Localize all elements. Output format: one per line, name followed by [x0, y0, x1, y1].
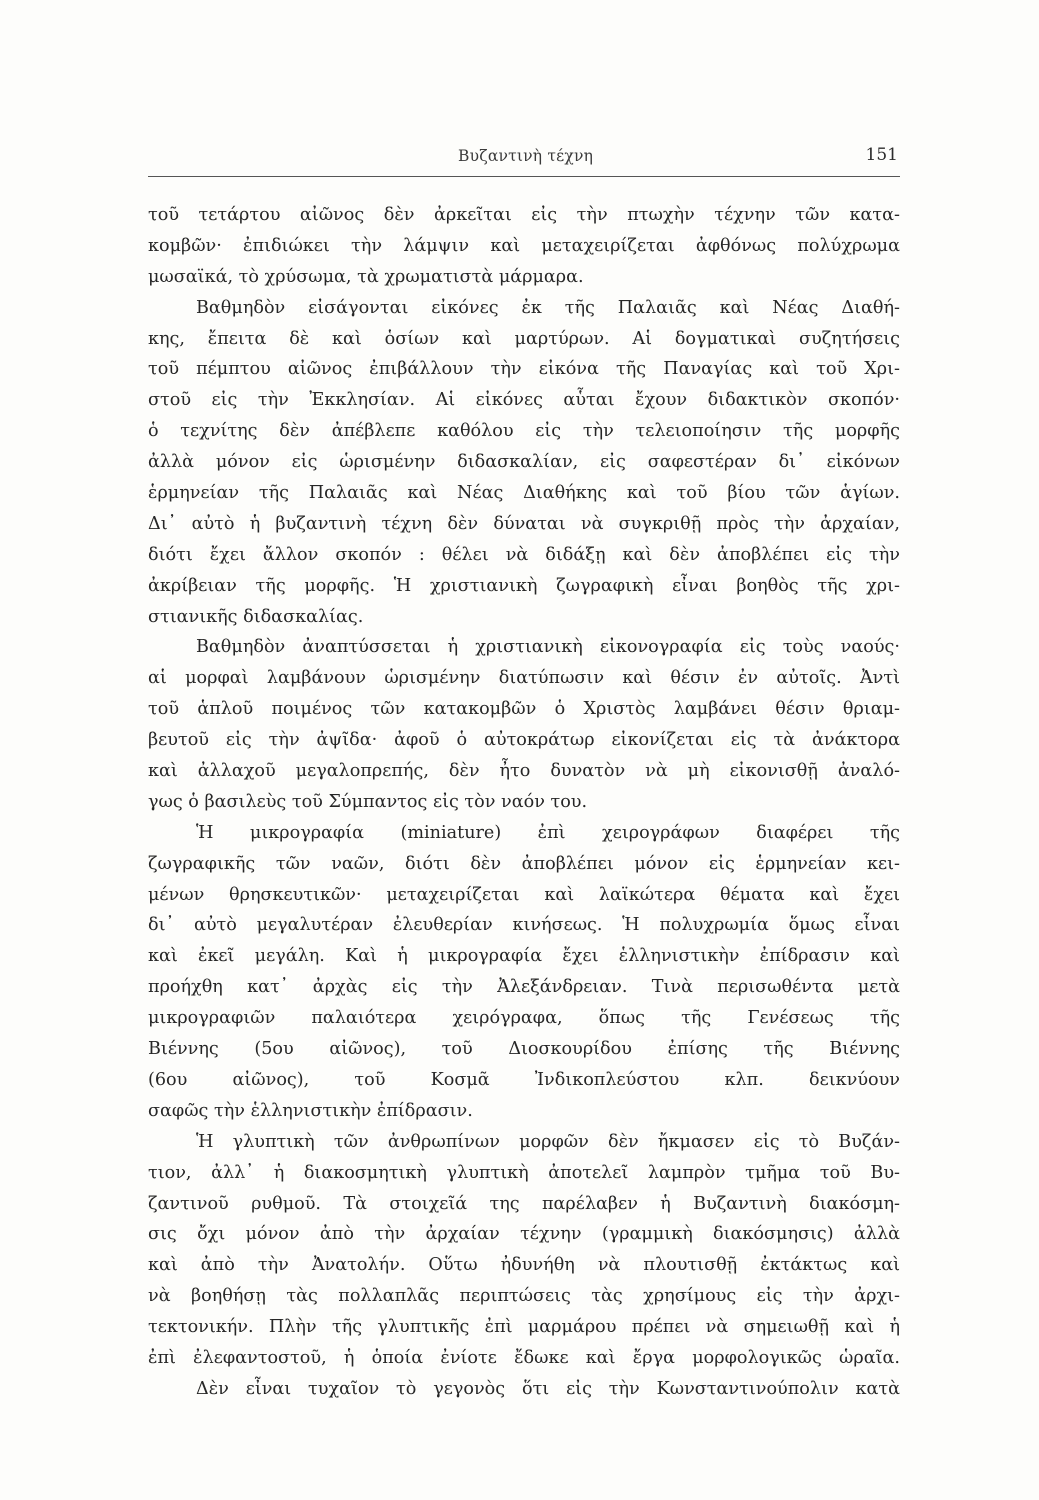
text-line: ζαντινοῦ ρυθμοῦ. Τὰ στοιχεῖά της παρέλαβεν ἡ Βυζαντινὴ διακόσμη- [148, 1193, 900, 1214]
text-line: Ἡ μικρογραφία (miniature) ἐπὶ χειρογράφων διαφέρει τῆς [196, 822, 900, 843]
text-line: καὶ ἀλλαχοῦ μεγαλοπρεπής, δὲν ἦτο δυνατὸν νὰ μὴ εἰκονισθῇ ἀναλό- [148, 761, 900, 782]
text-line: τοῦ πέμπτου αἰῶνος ἐπιβάλλουν τὴν εἰκόνα τῆς Παναγίας καὶ τοῦ Χρι- [148, 359, 900, 380]
text-line: δι᾽ αὐτὸ μεγαλυτέραν ἐλευθερίαν κινήσεως. Ἡ πολυχρωμία ὅμως εἶναι [148, 915, 900, 936]
text-line: ζωγραφικῆς τῶν ναῶν, διότι δὲν ἀποβλέπει μόνον εἰς ἑρμηνείαν κει- [148, 853, 900, 874]
text-line: ἑρμηνείαν τῆς Παλαιᾶς καὶ Νέας Διαθήκης καὶ τοῦ βίου τῶν ἁγίων. [148, 483, 900, 504]
text-line: ἐπὶ ἐλεφαντοστοῦ, ἡ ὁποία ἐνίοτε ἔδωκε καὶ ἔργα μορφολογικῶς ὡραῖα. [148, 1347, 900, 1368]
text-line: ἀκρίβειαν τῆς μορφῆς. Ἡ χριστιανικὴ ζωγραφικὴ εἶναι βοηθὸς τῆς χρι- [148, 575, 900, 596]
text-line: μένων θρησκευτικῶν· μεταχειρίζεται καὶ λαϊκώτερα θέματα καὶ ἔχει [148, 884, 900, 905]
text-line: καὶ ἐκεῖ μεγάλη. Καὶ ἡ μικρογραφία ἔχει ἑλληνιστικὴν ἐπίδρασιν καὶ [148, 946, 900, 967]
text-line: Βαθμηδὸν ἀναπτύσσεται ἡ χριστιανικὴ εἰκονογραφία εἰς τοὺς ναούς· [196, 637, 900, 658]
text-line: γως ὁ βασιλεὺς τοῦ Σύμπαντος εἰς τὸν ναόν του. [148, 791, 588, 812]
text-line: κης, ἔπειτα δὲ καὶ ὁσίων καὶ μαρτύρων. Αἱ δογματικαὶ συζητήσεις [148, 328, 900, 349]
text-line: κομβῶν· ἐπιδιώκει τὴν λάμψιν καὶ μεταχειρίζεται ἀφθόνως πολύχρωμα [148, 235, 900, 256]
text-line: καὶ ἀπὸ τὴν Ἀνατολήν. Οὕτω ἠδυνήθη νὰ πλουτισθῇ ἐκτάκτως καὶ [148, 1255, 900, 1276]
text-line: ὁ τεχνίτης δὲν ἀπέβλεπε καθόλου εἰς τὴν τελειοποίησιν τῆς μορφῆς [148, 421, 900, 442]
text-line: τιον, ἀλλ᾽ ἡ διακοσμητικὴ γλυπτικὴ ἀποτελεῖ λαμπρὸν τμῆμα τοῦ Βυ- [148, 1162, 900, 1183]
text-line: μωσαϊκά, τὸ χρύσωμα, τὰ χρωματιστὰ μάρμαρα. [148, 266, 584, 287]
text-line: βευτοῦ εἰς τὴν ἀψῖδα· ἀφοῦ ὁ αὐτοκράτωρ εἰκονίζεται εἰς τὰ ἀνάκτορα [148, 730, 900, 751]
text-line: ἀλλὰ μόνον εἰς ὡρισμένην διδασκαλίαν, εἰς σαφεστέραν δι᾽ εἰκόνων [148, 452, 900, 473]
text-line: Ἡ γλυπτικὴ τῶν ἀνθρωπίνων μορφῶν δὲν ἤκμασεν εἰς τὸ Βυζάν- [196, 1131, 900, 1152]
text-line: σις ὄχι μόνον ἀπὸ τὴν ἀρχαίαν τέχνην (γραμμικὴ διακόσμησις) ἀλλὰ [148, 1224, 900, 1245]
text-line: Βιέννης (5ου αἰῶνος), τοῦ Διοσκουρίδου ἐπίσης τῆς Βιέννης [148, 1039, 900, 1060]
text-line: τεκτονικήν. Πλὴν τῆς γλυπτικῆς ἐπὶ μαρμάρου πρέπει νὰ σημειωθῇ καὶ ἡ [148, 1317, 900, 1338]
text-line: μικρογραφιῶν παλαιότερα χειρόγραφα, ὅπως τῆς Γενέσεως τῆς [148, 1008, 900, 1029]
text-line: αἱ μορφαὶ λαμβάνουν ὡρισμένην διατύπωσιν καὶ θέσιν ἐν αὐτοῖς. Ἀντὶ [148, 668, 900, 689]
text-line: στιανικῆς διδασκαλίας. [148, 606, 364, 627]
text-line: Δι᾽ αὐτὸ ἡ βυζαντινὴ τέχνη δὲν δύναται νὰ συγκριθῇ πρὸς τὴν ἀρχαίαν, [148, 513, 900, 534]
text-line: (6ου αἰῶνος), τοῦ Κοσμᾶ Ἰνδικοπλεύστου κλπ. δεικνύουν [148, 1069, 900, 1090]
text-line: σαφῶς τὴν ἑλληνιστικὴν ἐπίδρασιν. [148, 1100, 473, 1121]
page-number: 151 [865, 145, 898, 165]
text-line: τοῦ τετάρτου αἰῶνος δὲν ἀρκεῖται εἰς τὴν πτωχὴν τέχνην τῶν κατα- [148, 205, 900, 225]
text-line: προήχθη κατ᾽ ἀρχὰς εἰς τὴν Ἀλεξάνδρειαν. Τινὰ περισωθέντα μετὰ [148, 977, 900, 998]
text-line: τοῦ ἁπλοῦ ποιμένος τῶν κατακομβῶν ὁ Χριστὸς λαμβάνει θέσιν θριαμ- [148, 699, 900, 720]
running-title: Βυζαντινὴ τέχνη [458, 147, 594, 165]
body-text [148, 200, 900, 1405]
text-line: Δὲν εἶναι τυχαῖον τὸ γεγονὸς ὅτι εἰς τὴν Κωνσταντινούπολιν κατὰ [196, 1378, 900, 1399]
text-line: Βαθμηδὸν εἰσάγονται εἰκόνες ἐκ τῆς Παλαιᾶς καὶ Νέας Διαθή- [196, 297, 900, 318]
page-header [148, 136, 900, 177]
text-line: διότι ἔχει ἄλλον σκοπόν : θέλει νὰ διδάξῃ καὶ δὲν ἀποβλέπει εἰς τὴν [148, 544, 900, 565]
text-line: νὰ βοηθήσῃ τὰς πολλαπλᾶς περιπτώσεις τὰς χρησίμους εἰς τὴν ἀρχι- [148, 1286, 900, 1307]
text-line: στοῦ εἰς τὴν Ἐκκλησίαν. Αἱ εἰκόνες αὗται ἔχουν διδακτικὸν σκοπόν· [148, 390, 900, 411]
